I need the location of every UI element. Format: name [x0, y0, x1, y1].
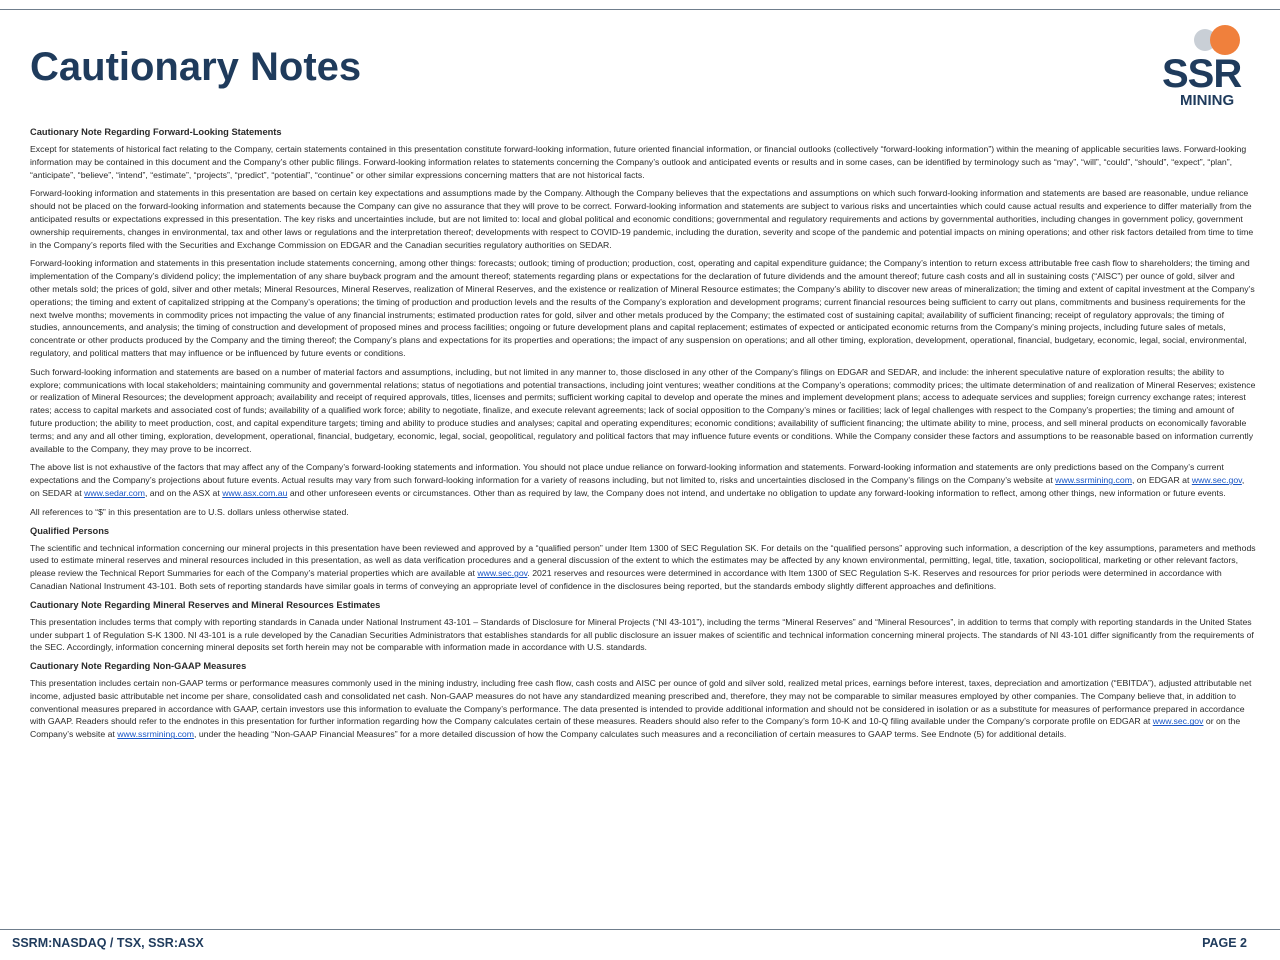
text-segment: The above list is not exhaustive of the factors that may affect any of the Company’s forward-looking statements and information. You should not place undue reliance on forward-looking information and statements. Forward-looking information and statements are only predictions based on the Company’s current expectations and the Company’s projections about future events. Actual results may vary from such forward-looking information for a variety of reasons including, but not limited to, risks and uncertainties disclosed in the Company’s filings on the Company’s website at [30, 462, 1224, 486]
text-segment: . 2021 reserves and resources were determined in accordance with Item 1300 of SEC Regulation S-K. Reserves and resources for prior periods were determined in accordance with Canadian National Instrument 43-101. Both sets of reporting standards have similar goals in terms of conveying an appropriate level of confidence in the disclosures being reported, but the standards embody slightly different approaches and definitions. [30, 568, 1222, 591]
page-title: Cautionary Notes [30, 45, 362, 89]
paragraph [30, 461, 1256, 499]
paragraph: This presentation includes terms that comply with reporting standards in Canada under National Instrument 43-101 – Standards of Disclosure for Mineral Projects (“NI 43-101”), including the terms “Mineral Reserves” and “Mineral Resources”, in addition to terms that comply with reporting standards in the United States under subpart 1 of Regulation S-K 1300. NI 43-101 is a rule developed by the Canadian Securities Administrators that establishes standards for all public disclosure an issuer makes of scientific and technical information concerning mineral projects. The standards of NI 43-101 differ significantly from the requirements of the SEC. Accordingly, information concerning mineral deposits set forth herein may not be comparable with information made in accordance with U.S. standards. [30, 616, 1254, 653]
footer-divider [0, 929, 1280, 930]
link-asx[interactable]: www.asx.com.au [222, 487, 288, 498]
page-number: PAGE 2 [1202, 936, 1247, 950]
paragraph: Forward-looking information and statements in this presentation include statements concerning, among other things: forecasts; outlook; timing of production; production, cost, operating and capital expenditure guidance; the Company’s intention to return excess attributable free cash flow to shareholders; the timing and implementation of the Company’s dividend policy; the implementation of any share buyback program and the amount thereof; statements regarding plans or expectations for the declaration of future dividends and the amount thereof; future cash costs and all in sustaining costs (“AISC”) per ounce of gold, silver and other metals sold; the prices of gold, silver and other metals; Mineral Resources, Mineral Reserves, realization of Mineral Reserves, and the existence or realization of Mineral Resource estimates; the Company’s ability to discover new areas of mineralization; the timing and extent of capital investment at the Company’s operations; the timing and extent of capitalized stripping at the Company’s operations; the timing of production and production levels and the results of the Company’s exploration and development programs; current financial resources being sufficient to carry out plans, commitments and business requirements for the next twelve months; movements in commodity prices not impacting the value of any financial instruments; estimated production rates for gold, silver and other metals produced by the Company; the estimated cost of sustaining capital; availability of sufficient financing; receipt of regulatory approvals; the timing of studies, announcements, and analysis; the timing of construction and development of proposed mines and process facilities; ongoing or future development plans and capital replacement; estimates of expected or anticipated economic returns from the Company’s mining projects, including future sales of metals, concentrate or other products produced by the Company and the timing thereof; the Company’s plans and expectations for its properties and operations; the impact of any suspension on operations; and all other timing, exploration, development, operational, financial, budgetary, economic, legal, social, environmental, regulatory, and political matters that may influence or be influenced by future events or conditions. [30, 258, 1255, 358]
logo-ssr-text: SSR [1162, 52, 1242, 96]
link-sec-gov[interactable]: www.sec.gov [1191, 475, 1242, 486]
link-ssrmining[interactable]: www.ssrmining.com [117, 729, 195, 740]
ssr-mining-logo [1158, 20, 1258, 112]
text-segment: and other unforeseen events or circumstances. Other than as required by law, the Company does not intend, and undertake no obligation to update any forward-looking information to reflect, among other things, new information or future events. [287, 487, 1226, 498]
link-sedar[interactable]: www.sedar.com [84, 487, 145, 498]
section-heading-forward-looking: Cautionary Note Regarding Forward-Looking Statements [30, 127, 282, 137]
section-heading-qualified-persons: Qualified Persons [30, 525, 110, 536]
paragraph [30, 542, 1256, 593]
paragraph: All references to “$” in this presentation are to U.S. dollars unless otherwise stated. [30, 506, 349, 517]
section-heading-reserves: Cautionary Note Regarding Mineral Reserves and Mineral Resources Estimates [30, 599, 381, 610]
text-segment: , on SEDAR at [30, 475, 1245, 498]
text-segment: or on the Company’s website at [30, 716, 1241, 740]
text-segment: This presentation includes certain non-GAAP terms or performance measures commonly used in the mining industry, including free cash flow, cash costs and AISC per ounce of gold and silver sold, realized metal prices, earnings before interest, taxes, depreciation and amortization (“EBITDA”), adjusted attributable net income, adjusted basic attributable net income per share, consolidated cash and consolidated net cash. Non-GAAP measures do not have any standardized meaning prescribed and, therefore, they may not be comparable to similar measures employed by other companies. The Company believe that, in addition to conventional measures prepared in accordance with GAAP, certain investors use this information to evaluate the Company’s performance. The data presented is intended to provide additional information and should not be considered in isolation or as a substitute for measures of performance prepared in accordance with GAAP. Readers should refer to the endnotes in this presentation for further information regarding how the Company calculates certain of these measures. Readers should also refer to the Company’s form 10-K and 10-Q filing available under the Company’s corporate profile on EDGAR at [30, 678, 1252, 727]
text-segment: The scientific and technical information concerning our mineral projects in this presentation have been reviewed and approved by a “qualified person” under Item 1300 of SEC Regulation SK. For details on the “qualified persons” approving such information, a description of the key assumptions, parameters and methods used to estimate mineral reserves and mineral resources included in this presentation, as well as data verification procedures and a general discussion of the extent to which the estimates may be affected by any known environmental, permitting, legal, title, taxation, sociopolitical, marketing or other relevant factors, please review the Technical Report Summaries for each of the Company’s material properties which are available at [30, 542, 1256, 579]
paragraph: Except for statements of historical fact relating to the Company, certain statements contained in this presentation constitute forward-looking information, future oriented financial information, or financial outlooks (collectively “forward-looking information”) within the meaning of applicable securities laws. Forward-looking information may be contained in this document and the Company’s other public filings. Forward-looking information relates to statements concerning the Company’s outlook and anticipated events or results and in some cases, can be identified by terminology such as “may”, “will”, “could”, “should”, “expect”, “plan”, “anticipate”, “believe”, “intend”, “estimate”, “projects”, “predict”, “potential”, “continue” or other similar expressions concerning matters that are not historical facts. [30, 144, 1247, 180]
link-sec-gov[interactable]: www.sec.gov [1152, 716, 1204, 727]
link-sec-gov[interactable]: www.sec.gov [477, 568, 528, 579]
text-segment: , and on the ASX at [144, 487, 223, 498]
paragraph: Forward-looking information and statements in this presentation are based on certain key expectations and assumptions made by the Company. Although the Company believes that the expectations and assumptions on which such forward-looking information and statements are based are reasonable, undue reliance should not be placed on the forward-looking information and statements because the Company can give no assurance that they will prove to be correct. Forward-looking information and statements are subject to various risks and uncertainties which could cause actual results and experience to differ materially from the anticipated results or expectations expressed in this presentation. The key risks and uncertainties include, but are not limited to: local and global political and economic conditions; governmental and regulatory requirements and actions by governmental authorities, including changes in government policy, government ownership requirements, changes in environmental, tax and other laws or regulations and the interpretation thereof; developments with respect to COVID-19 pandemic, including the duration, severity and scope of the pandemic and potential impacts on mining operations; and other risk factors detailed from time to time in the Company’s reports filed with the Securities and Exchange Commission on EDGAR and the Canadian securities regulatory authorities on SEDAR. [30, 188, 1254, 250]
logo-mining-text: MINING [1180, 92, 1235, 109]
footer-ticker: SSRM:NASDAQ / TSX, SSR:ASX [12, 936, 204, 950]
top-divider [0, 9, 1280, 10]
link-ssrmining[interactable]: www.ssrmining.com [1055, 475, 1132, 486]
section-heading-non-gaap: Cautionary Note Regarding Non-GAAP Measures [30, 661, 247, 672]
text-segment: , on EDGAR at [1131, 475, 1192, 486]
paragraph [30, 677, 1256, 741]
paragraph: Such forward-looking information and statements are based on a number of material factors and assumptions, including, but not limited in any manner to, those disclosed in any other of the Company’s filings on EDGAR and SEDAR, and include: the inherent speculative nature of exploration results; the ability to explore; communications with local stakeholders; maintaining community and governmental relations; status of negotiations and potential transactions, including joint ventures; weather conditions at the Company’s operations; commodity prices; the ultimate determination of and realization of Mineral Reserves; existence or realization of Mineral Resources; the development approach; availability and receipt of required approvals, titles, licenses and permits; sufficient working capital to develop and operate the mines and implement development plans; access to adequate services and supplies; foreign currency exchange rates; interest rates; access to capital markets and associated cost of funds; availability of a qualified work force; ability to negotiate, finalize, and execute relevant agreements; lack of social opposition to the Company’s mines or facilities; lack of legal challenges with respect to the Company’s properties; the timing and amount of future production; the ability to meet production, cost, and capital expenditure targets; timing and ability to produce studies and analyses; capital and operating expenditures; economic conditions; availability of sufficient financing; the ultimate ability to mine, process, and sell mineral products on economically favorable terms; and any and all other timing, exploration, development, operational, financial, budgetary, economic, legal, social, geopolitical, regulatory and political factors that may influence future events or conditions. While the Company consider these factors and assumptions to be reasonable based on information currently available to the Company, they may prove to be incorrect. [30, 366, 1256, 454]
text-segment: , under the heading “Non-GAAP Financial Measures” for a more detailed discussion of how the Company calculates such measures and a reconciliation of certain measures to GAAP terms. See Endnote (5) for additional details. [194, 729, 1067, 740]
cautionary-content [30, 126, 1256, 747]
